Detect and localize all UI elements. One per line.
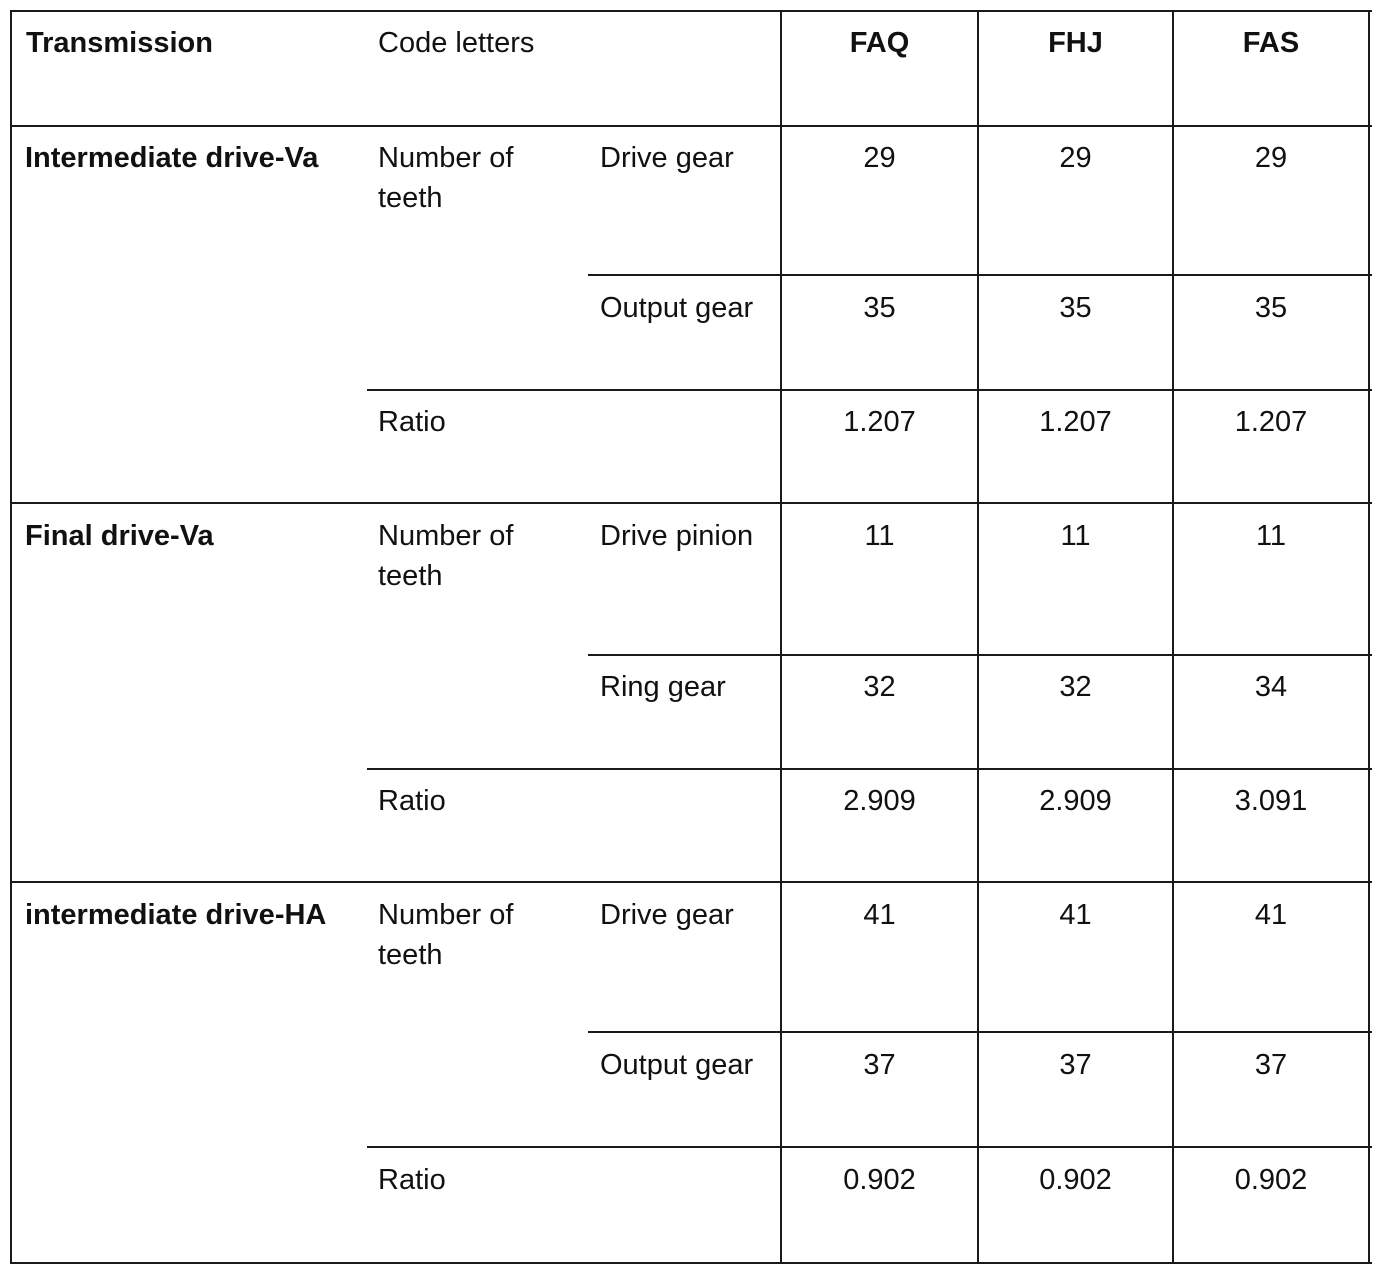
header-code-letters: Code letters <box>378 27 535 59</box>
group-name: Final drive-Va <box>25 520 214 552</box>
ratio-value: 0.902 <box>1039 1164 1112 1196</box>
value-cell: 11 <box>1255 520 1287 552</box>
table-border-left <box>10 10 12 1264</box>
header-code-fas: FAS <box>1242 27 1300 59</box>
group-name: Intermediate drive-Va <box>25 142 319 174</box>
value-cell: 41 <box>1059 899 1092 931</box>
header-transmission: Transmission <box>26 27 213 59</box>
gear-label: Drive pinion <box>600 520 754 552</box>
table-border-right <box>1368 10 1370 1264</box>
gear-label: Drive gear <box>600 899 734 931</box>
group-name: intermediate drive-HA <box>25 899 327 931</box>
header-code-faq: FAQ <box>849 27 910 59</box>
table-border-bottom <box>10 1262 1372 1264</box>
value-cell: 35 <box>1254 292 1288 324</box>
ratio-label: Ratio <box>378 785 446 817</box>
value-cell: 29 <box>863 142 896 174</box>
value-cell: 37 <box>863 1049 896 1081</box>
header-code-fhj: FHJ <box>1048 27 1103 59</box>
value-cell: 29 <box>1059 142 1092 174</box>
header-divider <box>10 125 1372 127</box>
teeth-label: Number of teeth <box>378 899 514 971</box>
teeth-label: Number of teeth <box>378 142 514 214</box>
row-divider <box>367 768 1372 770</box>
group-divider <box>10 502 1372 504</box>
value-cell: 11 <box>864 520 895 552</box>
gear-label: Ring gear <box>600 671 726 703</box>
group-divider <box>10 881 1372 883</box>
row-divider <box>367 389 1372 391</box>
ratio-label: Ratio <box>378 1164 446 1196</box>
value-cell: 35 <box>863 292 896 324</box>
value-cell: 35 <box>1059 292 1092 324</box>
ratio-value: 1.207 <box>1039 406 1112 438</box>
ratio-value: 3.091 <box>1234 785 1308 817</box>
gear-label: Drive gear <box>600 142 734 174</box>
value-cell: 29 <box>1254 142 1288 174</box>
ratio-value: 2.909 <box>843 785 916 817</box>
teeth-label: Number of teeth <box>378 520 514 592</box>
value-cell: 32 <box>863 671 896 703</box>
value-cell: 41 <box>1254 899 1288 931</box>
value-cell: 34 <box>1254 671 1288 703</box>
row-divider <box>367 1146 1372 1148</box>
value-cell: 11 <box>1060 520 1091 552</box>
gear-label: Output gear <box>600 1049 754 1081</box>
ratio-value: 0.902 <box>1234 1164 1308 1196</box>
table-border-top <box>10 10 1372 12</box>
row-divider <box>588 1031 1372 1033</box>
value-cell: 37 <box>1254 1049 1288 1081</box>
value-cell: 37 <box>1059 1049 1092 1081</box>
row-divider <box>588 654 1372 656</box>
ratio-label: Ratio <box>378 406 446 438</box>
ratio-value: 0.902 <box>843 1164 916 1196</box>
value-cell: 41 <box>863 899 896 931</box>
ratio-value: 1.207 <box>1234 406 1308 438</box>
row-divider <box>588 274 1372 276</box>
value-cell: 32 <box>1059 671 1092 703</box>
gear-label: Output gear <box>600 292 754 324</box>
ratio-value: 1.207 <box>843 406 916 438</box>
ratio-value: 2.909 <box>1039 785 1112 817</box>
